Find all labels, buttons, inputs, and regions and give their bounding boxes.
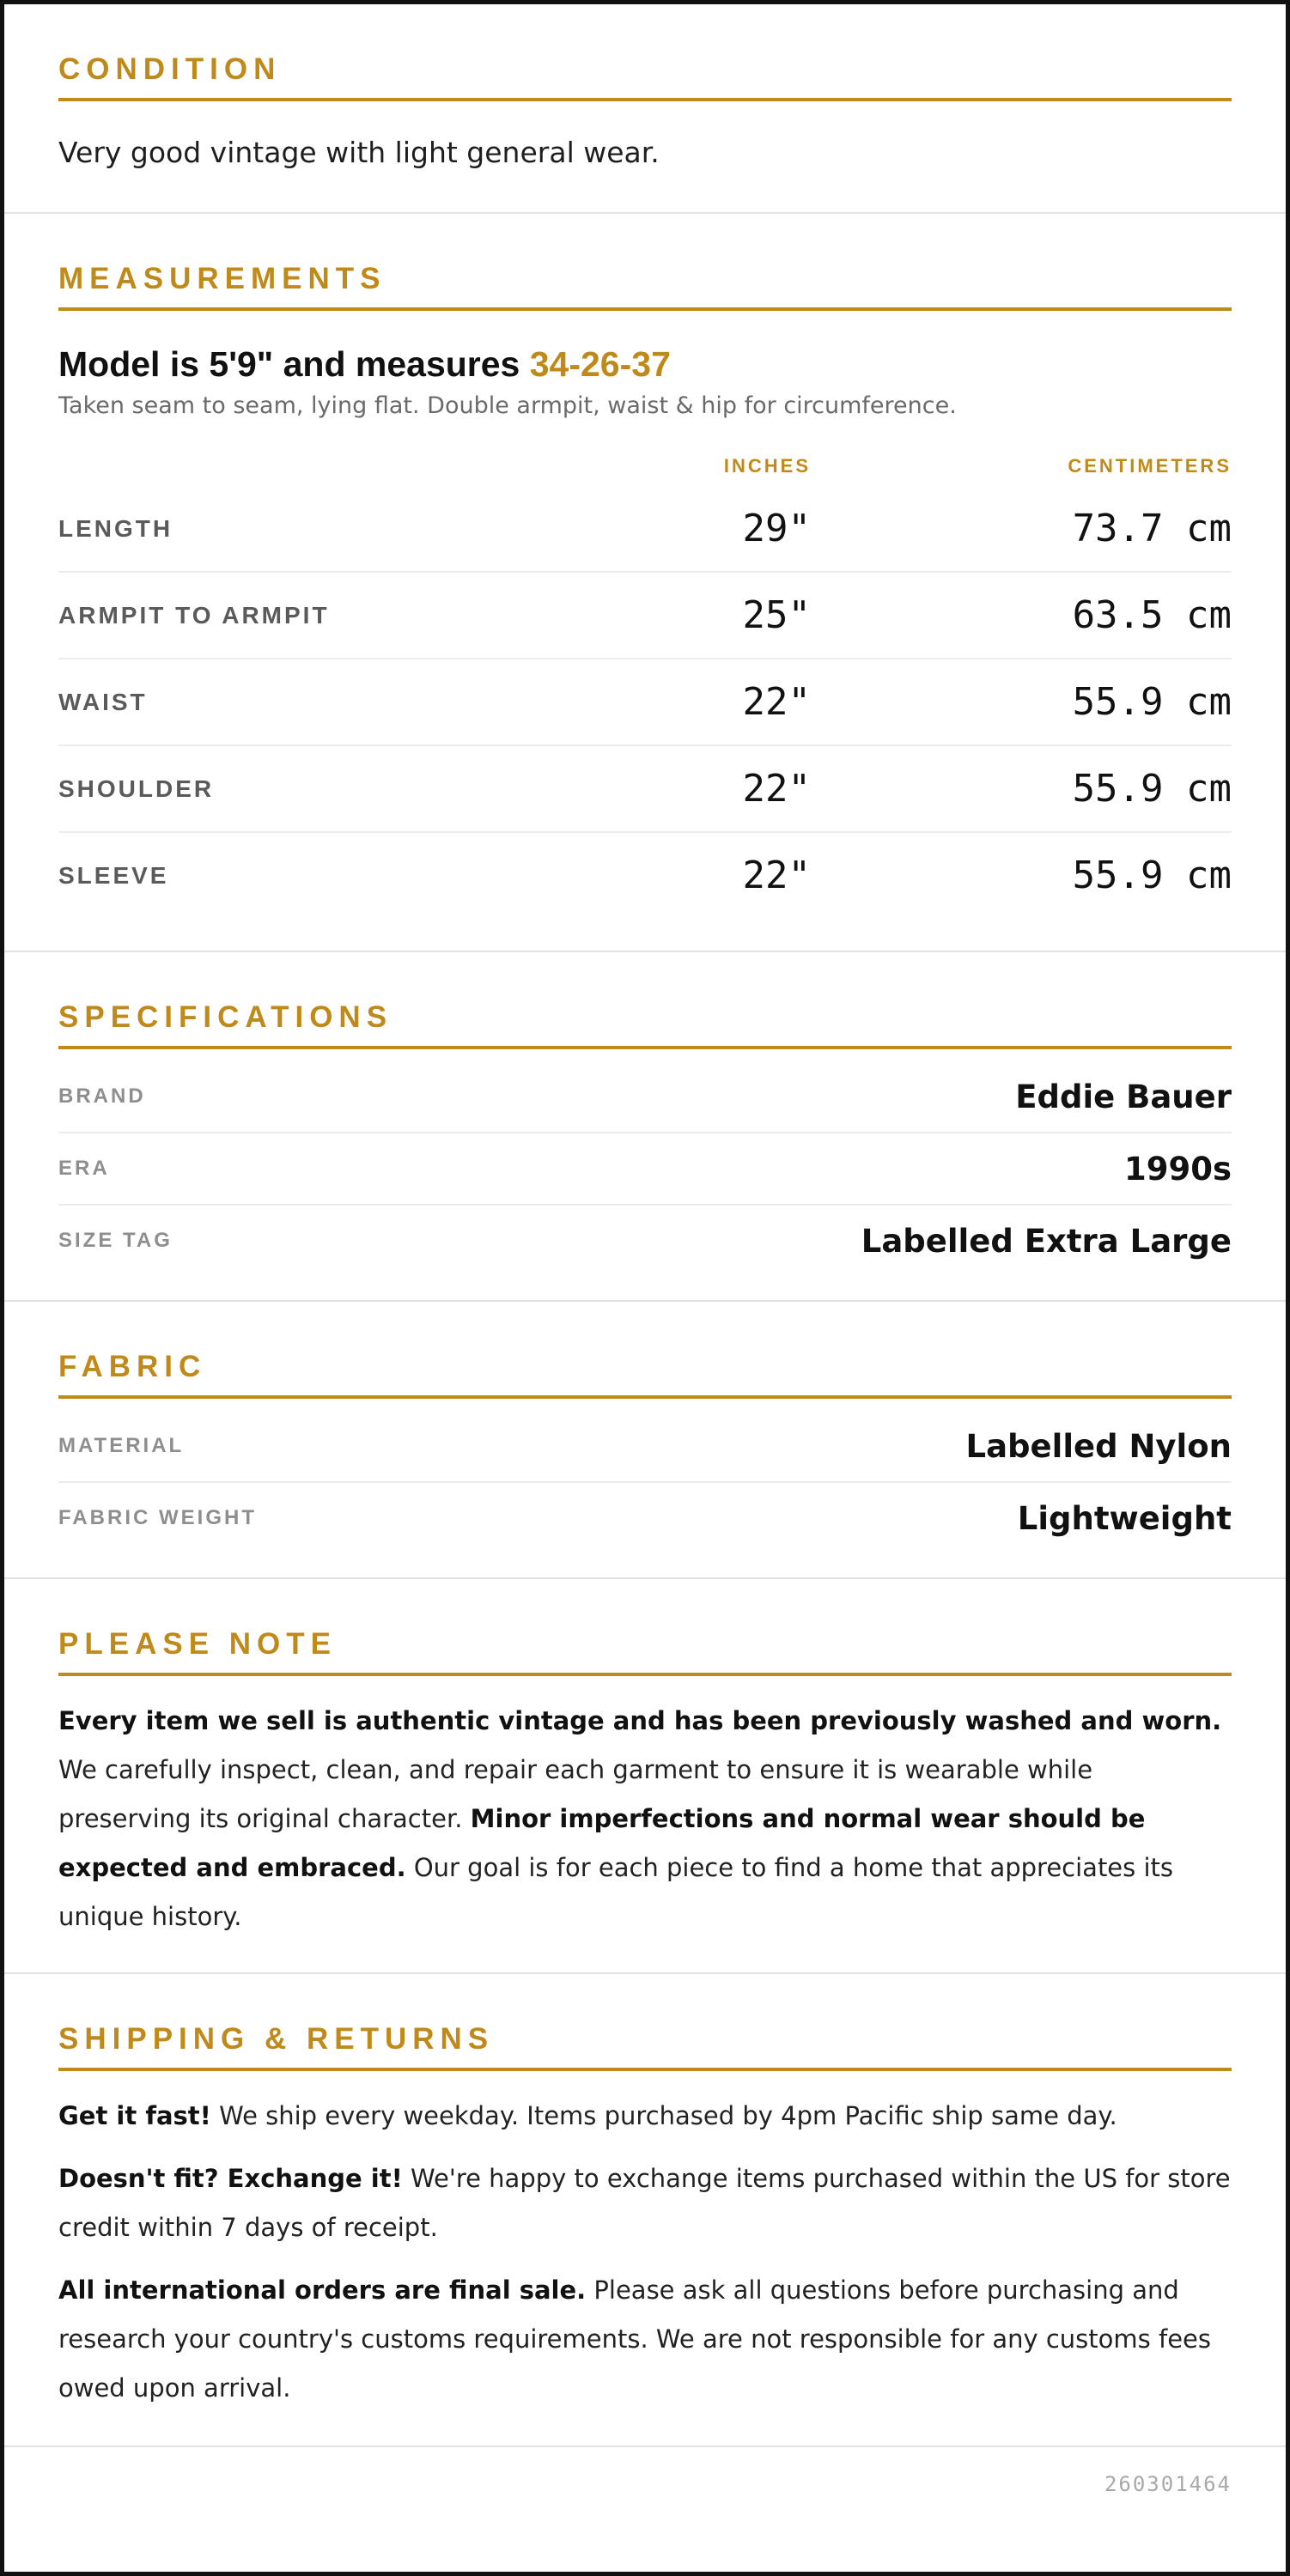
measurement-label: WAIST [58, 688, 148, 715]
measurements-header [58, 453, 1232, 479]
spec-row-size-tag [58, 1206, 1232, 1276]
measurement-cm: 55.9 cm [1072, 854, 1232, 898]
model-prefix: Model is 5'9" and measures [58, 344, 530, 384]
measurement-cm: 55.9 cm [1072, 767, 1232, 811]
condition-title: CONDITION [58, 54, 1232, 101]
fabric-row-material [58, 1411, 1232, 1483]
shipping-fast-bold: Get it fast! [58, 2101, 211, 2131]
shipping-international [58, 2266, 1232, 2413]
model-measures-value: 34-26-37 [529, 344, 671, 384]
measurement-row-waist [58, 659, 1232, 746]
spec-value: Labelled Extra Large [861, 1222, 1232, 1260]
spec-value: Labelled Nylon [965, 1427, 1232, 1465]
measurement-inches: 29" [742, 507, 811, 551]
measurement-row-armpit [58, 573, 1232, 659]
spec-value: 1990s [1123, 1150, 1232, 1188]
spec-value: Eddie Bauer [1015, 1078, 1232, 1115]
measurement-label: SLEEVE [58, 861, 169, 889]
measurement-cm: 55.9 cm [1072, 680, 1232, 725]
spec-label: SIZE TAG [58, 1229, 173, 1253]
measurement-inches: 22" [742, 767, 811, 811]
measurement-label: ARMPIT TO ARMPIT [58, 601, 330, 629]
spec-label: BRAND [58, 1084, 146, 1109]
measurement-inches: 22" [742, 854, 811, 898]
fabric-title: FABRIC [58, 1352, 1232, 1399]
specifications-title: SPECIFICATIONS [58, 1002, 1232, 1049]
spec-label: ERA [58, 1157, 110, 1181]
spec-row-brand [58, 1061, 1232, 1133]
shipping-exchange-text: We're happy to exchange items purchased within the US for store credit within 7 days of receipt. [58, 2164, 1231, 2243]
spec-value: Lightweight [1017, 1499, 1232, 1537]
spec-label: MATERIAL [58, 1434, 185, 1458]
measurement-cm: 73.7 cm [1072, 507, 1232, 551]
fabric-row-weight [58, 1483, 1232, 1553]
note-bold-1: Every item we sell is authentic vintage and has been previously washed and worn. [58, 1706, 1222, 1736]
measurements-table [58, 486, 1232, 918]
measurement-label: SHOULDER [58, 775, 215, 802]
measurement-note: Taken seam to seam, lying flat. Double armpit, waist & hip for circumference. [58, 392, 957, 420]
specifications-section [4, 952, 1286, 1302]
shipping-title: SHIPPING & RETURNS [58, 2024, 1232, 2071]
header-centimeters: CENTIMETERS [1068, 455, 1232, 477]
shipping-fast-text: We ship every weekday. Items purchased by 4pm Pacific ship same day. [210, 2101, 1117, 2131]
spec-label: FABRIC WEIGHT [58, 1506, 257, 1530]
measurement-inches: 22" [742, 680, 811, 725]
measurements-title: MEASUREMENTS [58, 264, 1232, 311]
measurement-cm: 63.5 cm [1072, 593, 1232, 638]
header-inches: INCHES [723, 455, 811, 477]
shipping-international-text: Please ask all questions before purchasing and research your country's customs requirements. We are not responsible for any customs fees owed upon arrival. [58, 2275, 1211, 2403]
please-note-text [58, 1697, 1232, 1941]
footer [4, 2447, 1286, 2521]
spec-row-era [58, 1133, 1232, 1206]
shipping-exchange [58, 2154, 1232, 2252]
condition-text: Very good vintage with light general wear. [58, 136, 660, 169]
measurements-section [4, 214, 1286, 952]
shipping-fast [58, 2092, 1232, 2141]
measurement-inches: 25" [742, 593, 811, 638]
note-text-1: We carefully inspect, clean, and repair each garment to ensure it is wearable while preserving its original character. [58, 1755, 1093, 1834]
please-note-title: PLEASE NOTE [58, 1629, 1232, 1676]
measurement-row-shoulder [58, 746, 1232, 833]
condition-section [4, 4, 1286, 214]
please-note-section [4, 1579, 1286, 1974]
shipping-exchange-bold: Doesn't fit? Exchange it! [58, 2164, 403, 2194]
measurement-row-length [58, 486, 1232, 573]
shipping-international-bold: All international orders are final sale. [58, 2275, 587, 2306]
item-id: 260301464 [1104, 2472, 1232, 2497]
measurement-row-sleeve [58, 833, 1232, 918]
note-text-2: Our goal is for each piece to find a home that appreciates its unique history. [58, 1853, 1174, 1932]
note-bold-2: Minor imperfections and normal wear should be expected and embraced. [58, 1804, 1146, 1883]
model-measurements [58, 345, 1232, 384]
measurement-label: LENGTH [58, 514, 173, 542]
shipping-section [4, 1974, 1286, 2447]
fabric-section [4, 1302, 1286, 1579]
